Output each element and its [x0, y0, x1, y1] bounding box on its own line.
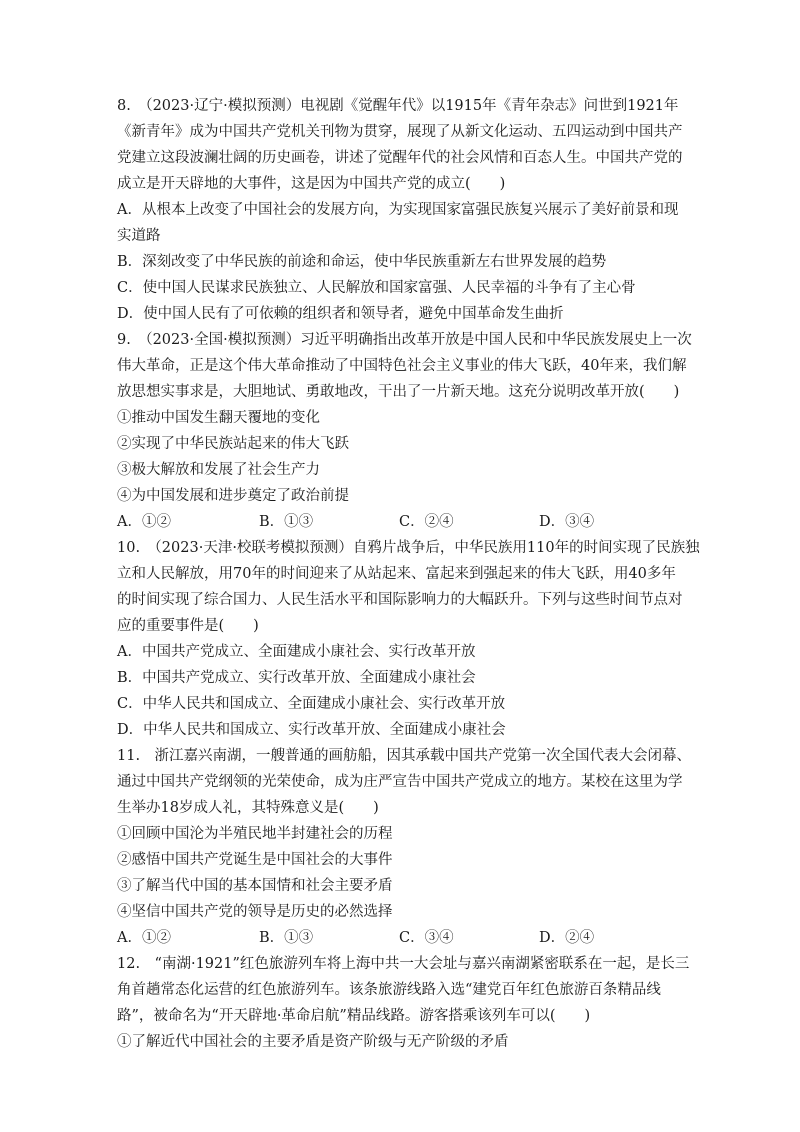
- q11-choice-b: B．①③: [259, 930, 314, 946]
- q11-stem-line: 生举办18岁成人礼，其特殊意义是( ): [117, 800, 379, 816]
- q11-choice-a: A．①②: [117, 930, 171, 946]
- q9-choice-c: C．②④: [399, 514, 454, 530]
- q10-option-b: B．中国共产党成立、实行改革开放、全面建成小康社会: [117, 670, 476, 686]
- q9-item-3: ③极大解放和发展了社会生产力: [117, 462, 320, 478]
- q8-option-b: B．深刻改变了中华民族的前途和命运，使中华民族重新左右世界发展的趋势: [117, 254, 607, 270]
- q9-stem-line: 9. （2023·全国·模拟预测）习近平明确指出改革开放是中国人民和中华民族发展史上一次: [117, 332, 692, 348]
- q8-stem-line: 党建立这段波澜壮阔的历史画卷，讲述了觉醒年代的社会风情和百态人生。中国共产党的: [117, 150, 683, 166]
- q9-item-4: ④为中国发展和进步奠定了政治前提: [117, 488, 349, 504]
- q8-option-c: C．使中国人民谋求民族独立、人民解放和国家富强、人民幸福的斗争有了主心骨: [117, 280, 636, 296]
- q10-option-c: C．中华人民共和国成立、全面建成小康社会、实行改革开放: [117, 696, 506, 712]
- q11-choice-d: D．②④: [539, 930, 595, 946]
- q11-stem-line: 11. 浙江嘉兴南湖，一艘普通的画舫船，因其承载中国共产党第一次全国代表大会闭幕、: [117, 748, 692, 764]
- q10-option-a: A．中国共产党成立、全面建成小康社会、实行改革开放: [117, 644, 476, 660]
- q8-stem-line: 《新青年》成为中国共产党机关刊物为贯穿，展现了从新文化运动、五四运动到中国共产: [117, 124, 683, 140]
- q10-option-d: D．中华人民共和国成立、实行改革开放、全面建成小康社会: [117, 722, 506, 738]
- q10-stem-line: 应的重要事件是( ): [117, 618, 259, 634]
- q10-stem-line: 的时间实现了综合国力、人民生活水平和国际影响力的大幅跃升。下列与这些时间节点对: [117, 592, 683, 608]
- q9-item-2: ②实现了中华民族站起来的伟大飞跃: [117, 436, 349, 452]
- q12-stem-line: 路”，被命名为“开天辟地·革命启航”精品线路。游客搭乘该列车可以( ): [117, 1008, 591, 1024]
- q8-stem-line: 8. （2023·辽宁·模拟预测）电视剧《觉醒年代》以1915年《青年杂志》问世到1921年: [117, 98, 679, 114]
- q11-choices: [117, 928, 687, 948]
- q9-choice-b: B．①③: [259, 514, 314, 530]
- q11-item-3: ③了解当代中国的基本国情和社会主要矛盾: [117, 878, 393, 894]
- q11-item-4: ④坚信中国共产党的领导是历史的必然选择: [117, 904, 393, 920]
- q12-stem-line: 角首趟常态化运营的红色旅游列车。该条旅游线路入选“建党百年红色旅游百条精品线: [117, 982, 661, 998]
- q11-stem-line: 通过中国共产党纲领的光荣使命，成为庄严宣告中国共产党成立的地方。某校在这里为学: [117, 774, 683, 790]
- q9-choice-a: A．①②: [117, 514, 171, 530]
- q8-option-a-cont: 实道路: [117, 228, 161, 244]
- q10-stem-line: 立和人民解放，用70年的时间迎来了从站起来、富起来到强起来的伟大飞跃，用40多年: [117, 566, 676, 582]
- q8-option-a: A．从根本上改变了中国社会的发展方向，为实现国家富强民族复兴展示了美好前景和现: [117, 202, 679, 218]
- q11-item-2: ②感悟中国共产党诞生是中国社会的大事件: [117, 852, 393, 868]
- q9-choice-d: D．③④: [539, 514, 595, 530]
- q9-choices: [117, 512, 687, 532]
- q8-option-d: D．使中国人民有了可依赖的组织者和领导者，避免中国革命发生曲折: [117, 306, 564, 322]
- q10-stem-line: 10. （2023·天津·校联考模拟预测）自鸦片战争后，中华民族用110年的时间实现了民族独: [117, 540, 700, 556]
- q9-stem-line: 伟大革命，正是这个伟大革命推动了中国特色社会主义事业的伟大飞跃，40年来，我们解: [117, 358, 687, 374]
- q11-choice-c: C．③④: [399, 930, 454, 946]
- q12-item-1: ①了解近代中国社会的主要矛盾是资产阶级与无产阶级的矛盾: [117, 1034, 509, 1050]
- q9-stem-line: 放思想实事求是，大胆地试、勇敢地改，干出了一片新天地。这充分说明改革开放( ): [117, 384, 680, 400]
- q11-item-1: ①回顾中国沦为半殖民地半封建社会的历程: [117, 826, 393, 842]
- q9-item-1: ①推动中国发生翻天覆地的变化: [117, 410, 320, 426]
- q8-stem-line: 成立是开天辟地的大事件，这是因为中国共产党的成立( ): [117, 176, 506, 192]
- q12-stem-line: 12. “南湖·1921”红色旅游列车将上海中共一大会址与嘉兴南湖紧密联系在一起，是长三: [117, 956, 690, 972]
